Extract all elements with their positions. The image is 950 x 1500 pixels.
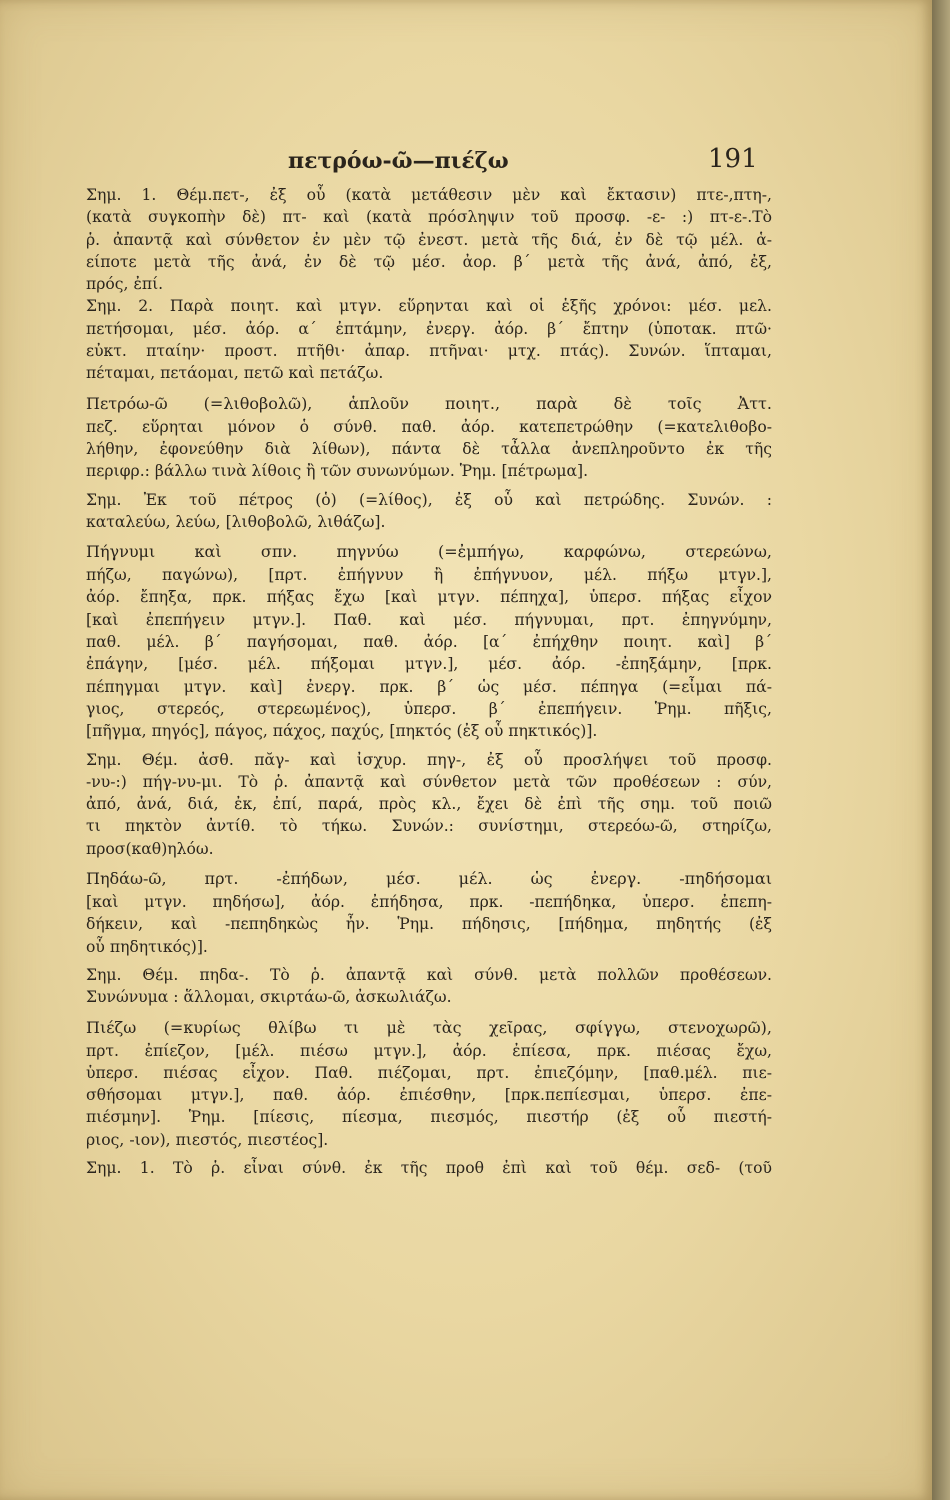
text-line: τι πηκτὸν ἀντίθ. τὸ τήκω. Συνών.: συνίστημι, στερεόω-ῶ, στηρίζω, [86,817,772,836]
text-line: είποτε μετὰ τῆς ἀνά, ἐν δὲ τῷ μέσ. ἀορ. β΄ μετὰ τῆς ἀνά, ἀπό, ἐξ, [86,252,772,271]
text-line: πετήσομαι, μέσ. ἀόρ. α΄ ἐπτάμην, ἐνεργ. ἀόρ. β΄ ἔπτην (ὑποτακ. πτῶ· [86,319,772,338]
text-line: δήκειν, καὶ -πεπηδηκὼς ἦν. Ῥημ. πήδησις, [πήδημα, πηδητής (ἐξ [86,915,772,934]
text-line: (κατὰ συγκοπὴν δὲ) πτ- καὶ (κατὰ πρόσληψιν τοῦ προσφ. -ε- :) πτ-ε-.Τὸ [86,208,772,227]
text-line: πήζω, παγώνω), [πρτ. ἐπήγνυν ἢ ἐπήγνυον, μέλ. πήξω μτγν.], [86,566,772,585]
text-line: Σημ. Ἐκ τοῦ πέτρος (ὁ) (=λίθος), ἐξ οὗ καὶ πετρώδης. Συνών. : [86,490,772,509]
text-line: Συνώνυμα : ἅλλομαι, σκιρτάω-ῶ, ἀσκωλιάζω. [86,988,452,1007]
dictionary-text [86,184,772,1179]
text-line: [καὶ μτγν. πηδήσω], ἀόρ. ἐπήδησα, πρκ. -πεπήδηκα, ὑπερσ. ἐπεπη- [86,893,772,912]
text-line: πέταμαι, πετάομαι, πετῶ καὶ πετάζω. [86,364,384,383]
text-line: ἀπό, ἀνά, διά, ἐκ, ἐπί, παρά, πρὸς κλ., ἔχει δὲ ἐπὶ τῆς σημ. τοῦ ποιῶ [86,795,772,814]
text-line: καταλεύω, λεύω, [λιθοβολῶ, λιθάζω]. [86,512,386,531]
text-line: Σημ. 1. Τὸ ῥ. εἶναι σύνθ. ἐκ τῆς προθ ἐπὶ καὶ τοῦ θέμ. σεδ- (τοῦ [86,1158,772,1177]
entry-headline: Πετρόω-ῶ (=λιθοβολῶ), ἁπλοῦν ποιητ., παρὰ δὲ τοῖς Ἀττ. [86,393,772,413]
page-number: 191 [708,144,758,174]
page-edge [932,0,950,1500]
running-title: πετρόω-ῶ—πιέζω [288,148,509,174]
text-line: πρτ. ἐπίεζον, [μέλ. πιέσω μτγν.], ἀόρ. ἐπίεσα, πρκ. πιέσας ἔχω, [86,1041,772,1060]
entry-headline: Πήγνυμι καὶ σπν. πηγνύω (=ἐμπήγω, καρφώνω, στερεώνω, [86,542,772,562]
text-line: Σημ. Θέμ. πηδα-. Τὸ ῥ. ἀπαντᾷ καὶ σύνθ. μετὰ πολλῶν προθέσεων. [86,965,772,984]
text-line: Σημ. 2. Παρὰ ποιητ. καὶ μτγν. εὕρηνται καὶ οἱ ἑξῆς χρόνοι: μέσ. μελ. [86,297,772,316]
text-line: πεζ. εὕρηται μόνον ὁ σύνθ. παθ. ἀόρ. κατεπετρώθην (=κατελιθοβο- [86,417,772,436]
text-line: ἐπάγην, [μέσ. μέλ. πήξομαι μτγν.], μέσ. ἀόρ. -ἐπηξάμην, [πρκ. [86,655,772,674]
text-line: πιέσμην]. Ῥημ. [πίεσις, πίεσμα, πιεσμός, πιεστήρ (ἐξ οὗ πιεστή- [86,1108,772,1127]
text-line: οὗ πηδητικός)]. [86,937,208,956]
text-line: περιφρ.: βάλλω τινὰ λίθοις ἢ τῶν συνωνύμων. Ῥημ. [πέτρωμα]. [86,462,589,481]
text-line: σθήσομαι μτγν.], παθ. ἀόρ. ἐπιέσθην, [πρκ.πεπίεσμαι, ὑπερσ. ἐπε- [86,1086,772,1105]
text-line: παθ. μέλ. β΄ παγήσομαι, παθ. ἀόρ. [α΄ ἐπήχθην ποιητ. καὶ] β΄ [86,633,772,652]
text-line: Σημ. Θέμ. ἀσθ. πᾰγ- καὶ ἰσχυρ. πηγ-, ἐξ οὗ προσλήψει τοῦ προσφ. [86,750,772,769]
text-line: εὐκτ. πταίην· προστ. πτῆθι· ἀπαρ. πτῆναι· μτχ. πτάς). Συνών. ἵπταμαι, [86,342,772,361]
entry-headline: Πιέζω (=κυρίως θλίβω τι μὲ τὰς χεῖρας, σφίγγω, στενοχωρῶ), [86,1017,772,1037]
entry-headline: Πηδάω-ῶ, πρτ. -ἐπήδων, μέσ. μέλ. ὡς ἐνεργ. -πηδήσομαι [86,869,772,889]
text-line: ριος, -ιον), πιεστός, πιεστέος]. [86,1130,329,1149]
text-line: λήθην, ἐφονεύθην διὰ λίθων), πάντα δὲ τἆλλα ἀνεπληροῦντο ἐκ τῆς [86,439,772,458]
text-line: -νυ-:) πήγ-νυ-μι. Τὸ ῥ. ἀπαντᾷ καὶ σύνθετον μετὰ τῶν προθέσεων : σύν, [86,772,772,791]
text-line: πρός, ἐπί. [86,275,164,294]
text-line: γιος, στερεός, στερεωμένος), ὑπερσ. β΄ ἐπεπήγειν. Ῥημ. πῆξις, [86,699,772,718]
text-line: ὑπερσ. πιέσας εἶχον. Παθ. πιέζομαι, πρτ. ἐπιεζόμην, [παθ.μέλ. πιε- [86,1063,772,1082]
text-line: ῥ. ἀπαντᾷ καὶ σύνθετον ἐν μὲν τῷ ἐνεστ. μετὰ τῆς διά, ἐν δὲ τῷ μέλ. ἁ- [86,230,772,249]
text-line: Σημ. 1. Θέμ.πετ-, ἐξ οὗ (κατὰ μετάθεσιν μὲν καὶ ἔκτασιν) πτε-,πτη-, [86,186,772,204]
text-line: [πῆγμα, πηγός], πάγος, πάχος, παχύς, [πηκτός (ἐξ οὗ πηκτικός)]. [86,722,598,741]
page-header [40,144,760,178]
text-line: πέπηγμαι μτγν. καὶ] ἐνεργ. πρκ. β΄ ὡς μέσ. πέπηγα (=εἶμαι πά- [86,677,772,696]
text-line: ἀόρ. ἔπηξα, πρκ. πήξας ἔχω [καὶ μτγν. πέπηχα], ὑπερσ. πήξας εἶχον [86,588,772,607]
text-line: προσ(καθ)ηλόω. [86,839,214,858]
text-line: [καὶ ἐπεπήγειν μτγν.]. Παθ. καὶ μέσ. πήγνυμαι, πρτ. ἐπηγνύμην, [86,610,772,629]
